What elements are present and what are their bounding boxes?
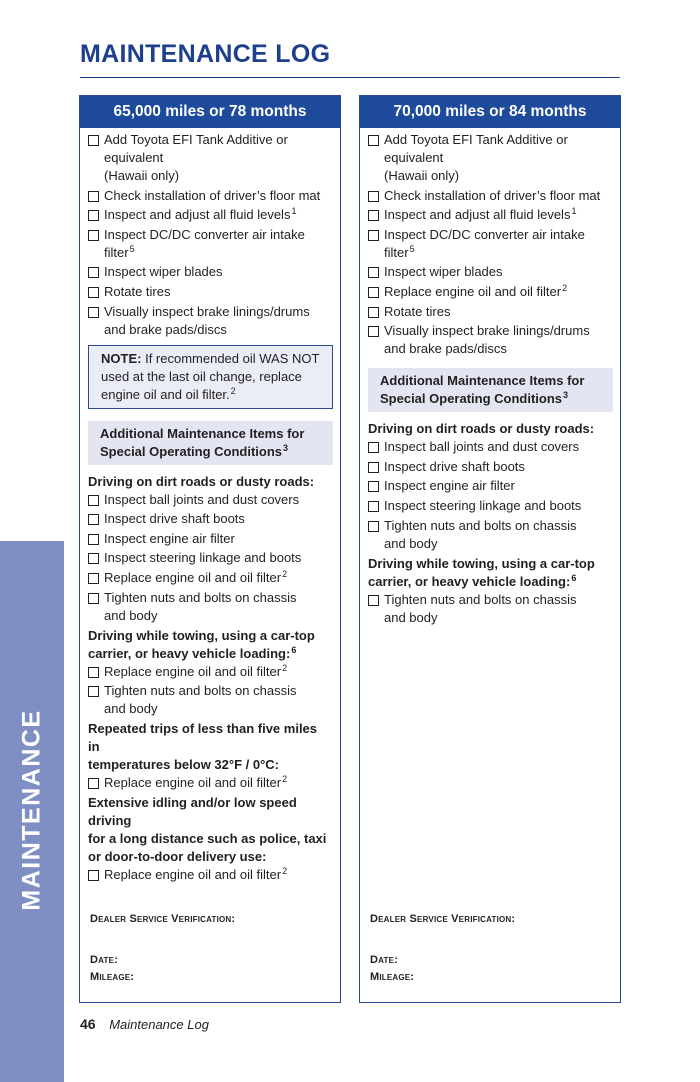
checkbox[interactable] (368, 307, 379, 318)
condition-heading-line: or door-to-door delivery use: (88, 849, 267, 865)
item-text: Replace engine oil and oil filter (104, 569, 282, 585)
item-text: Rotate tires (104, 283, 171, 299)
date-label: Date: (370, 954, 399, 966)
checkbox[interactable] (88, 778, 99, 789)
checkbox[interactable] (88, 534, 99, 545)
item-text-continued: (Hawaii only) (384, 168, 460, 183)
checkbox[interactable] (368, 521, 379, 532)
checklist-item (88, 187, 332, 205)
column-header: 70,000 miles or 84 months (360, 96, 620, 128)
checkbox[interactable] (88, 573, 99, 584)
checklist-item (368, 206, 612, 224)
footnote-ref: 2 (230, 385, 236, 396)
heading-line: Additional Maintenance Items for (100, 425, 305, 441)
checklist-item (88, 530, 332, 548)
condition-heading (88, 720, 332, 774)
item-text: Inspect and adjust all fluid levels (104, 207, 291, 223)
checklist-item (88, 774, 332, 792)
item-text: Inspect DC/DC converter air intake filter (104, 226, 305, 260)
footnote-ref: 6 (291, 644, 297, 655)
item-text: Check installation of driver’s floor mat (104, 187, 321, 203)
item-text: Inspect DC/DC converter air intake filter (384, 226, 585, 260)
checkbox[interactable] (368, 191, 379, 202)
checkbox[interactable] (368, 595, 379, 606)
item-text: Inspect drive shaft boots (104, 511, 245, 527)
page-number: 46 (80, 1016, 96, 1032)
footnote-ref: 1 (291, 206, 297, 217)
checklist-item (88, 206, 332, 224)
checkbox[interactable] (88, 553, 99, 564)
footnote-ref: 2 (282, 568, 288, 579)
checkbox[interactable] (88, 686, 99, 697)
item-text: Add Toyota EFI Tank Additive or equivalent (384, 132, 568, 165)
note-line: used at the last oil change, replace (101, 368, 302, 384)
condition-heading-line: for a long distance such as police, taxi (88, 831, 327, 847)
condition-heading-line-wrap (368, 573, 612, 591)
checklist-item (88, 263, 332, 281)
condition-heading-line: Extensive idling and/or low speed driving (88, 795, 297, 829)
item-text: Inspect ball joints and dust covers (384, 439, 580, 455)
item-text-continued: (Hawaii only) (104, 168, 180, 183)
checklist-item (88, 283, 332, 301)
date-label: Date: (90, 954, 119, 966)
page-footer (80, 1016, 209, 1032)
footnote-ref: 5 (409, 243, 415, 254)
checklist-item (368, 283, 612, 301)
mileage-label: Mileage: (370, 971, 415, 983)
item-text: Inspect wiper blades (384, 264, 503, 280)
additional-items-heading (88, 421, 333, 465)
dealer-verification-label: Dealer Service Verification: (90, 913, 236, 925)
item-text: Inspect engine air filter (384, 478, 515, 494)
checkbox[interactable] (368, 462, 379, 473)
item-text-continued: and body (104, 701, 158, 717)
checkbox[interactable] (368, 442, 379, 453)
checklist-item (368, 322, 612, 358)
checklist-item (88, 491, 332, 509)
condition-heading (88, 794, 332, 866)
checklist-item (88, 866, 332, 884)
condition-heading-line: Driving while towing, using a car-top (88, 627, 315, 643)
checkbox[interactable] (88, 593, 99, 604)
item-text: Check installation of driver’s floor mat (384, 187, 601, 203)
checklist-item (88, 510, 332, 528)
footnote-ref: 3 (563, 390, 569, 401)
checklist-item (368, 497, 612, 515)
note-line: engine oil and oil filter. (101, 386, 230, 402)
checklist-item (368, 477, 612, 495)
condition-heading-line: carrier, or heavy vehicle loading: (88, 645, 291, 661)
condition-heading-line: Driving on dirt roads or dusty roads: (368, 421, 595, 437)
checkbox[interactable] (368, 135, 379, 146)
item-text: Replace engine oil and oil filter (104, 775, 282, 791)
condition-heading (368, 420, 612, 438)
checklist-item (88, 663, 332, 681)
title-rule (80, 77, 620, 78)
item-text: Tighten nuts and bolts on chassis (384, 591, 577, 607)
interval-65000-column (79, 95, 341, 1003)
checkbox[interactable] (368, 210, 379, 221)
section-name: Maintenance Log (109, 1017, 209, 1032)
mileage-label: Mileage: (90, 971, 135, 983)
page-title: MAINTENANCE LOG (80, 40, 331, 68)
footnote-ref: 2 (282, 866, 288, 877)
item-text: Replace engine oil and oil filter (104, 867, 282, 883)
checkbox[interactable] (88, 267, 99, 278)
checklist-item (368, 131, 612, 185)
checklist-item (368, 458, 612, 476)
item-text: Inspect drive shaft boots (384, 458, 525, 474)
footnote-ref: 5 (129, 243, 135, 254)
checkbox[interactable] (88, 135, 99, 146)
condition-heading-line: carrier, or heavy vehicle loading: (368, 573, 571, 589)
checkbox[interactable] (368, 501, 379, 512)
checklist-item (368, 226, 612, 262)
footnote-ref: 3 (283, 442, 289, 453)
checkbox[interactable] (368, 287, 379, 298)
checklist-item (88, 303, 332, 339)
checkbox[interactable] (368, 230, 379, 241)
checkbox[interactable] (88, 210, 99, 221)
checklist-item (368, 438, 612, 456)
item-text: Inspect steering linkage and boots (104, 550, 302, 566)
item-text: Replace engine oil and oil filter (384, 283, 562, 299)
item-text-continued: and brake pads/discs (384, 341, 507, 357)
condition-heading (88, 627, 332, 663)
footnote-ref: 2 (282, 662, 288, 673)
item-text-continued: and brake pads/discs (104, 321, 227, 337)
checklist-item (88, 682, 332, 718)
item-text: Inspect and adjust all fluid levels (384, 207, 571, 223)
item-text-continued: and body (104, 607, 158, 623)
item-text: Inspect engine air filter (104, 530, 235, 546)
item-text-continued: and body (384, 609, 438, 625)
additional-items-heading (368, 368, 613, 412)
checklist-item (368, 591, 612, 627)
checklist-item (88, 131, 332, 185)
note-label: NOTE: (101, 350, 142, 366)
item-text: Replace engine oil and oil filter (104, 663, 282, 679)
checklist-item (88, 549, 332, 567)
checkbox[interactable] (88, 514, 99, 525)
checkbox[interactable] (88, 230, 99, 241)
column-header: 65,000 miles or 78 months (80, 96, 340, 128)
checklist-item (368, 263, 612, 281)
footnote-ref: 1 (571, 206, 577, 217)
checklist-item (88, 569, 332, 587)
checkbox[interactable] (88, 870, 99, 881)
condition-heading (368, 555, 612, 591)
checklist-item (368, 303, 612, 321)
item-text: Tighten nuts and bolts on chassis (104, 589, 297, 605)
item-text: Inspect steering linkage and boots (384, 497, 582, 513)
condition-heading-line: temperatures below 32°F / 0°C: (88, 757, 280, 773)
footnote-ref: 2 (562, 282, 568, 293)
condition-heading-line-wrap (88, 645, 332, 663)
checkbox[interactable] (88, 667, 99, 678)
checklist-item (368, 187, 612, 205)
condition-heading-line: Repeated trips of less than five miles in (88, 721, 318, 755)
side-tab-label: MAINTENANCE (17, 709, 46, 911)
item-text-continued: and body (384, 535, 438, 551)
note-line: If recommended oil WAS NOT (145, 350, 320, 366)
item-text: Rotate tires (384, 303, 451, 319)
checkbox[interactable] (368, 481, 379, 492)
item-text: Add Toyota EFI Tank Additive or equivalent (104, 132, 288, 165)
dealer-verification-label: Dealer Service Verification: (370, 913, 516, 925)
item-text: Visually inspect brake linings/drums (104, 303, 310, 319)
checkbox[interactable] (88, 191, 99, 202)
condition-heading (88, 473, 332, 491)
heading-line: Special Operating Conditions (380, 391, 563, 407)
checkbox[interactable] (368, 267, 379, 278)
checkbox[interactable] (88, 495, 99, 506)
heading-line: Additional Maintenance Items for (380, 373, 585, 389)
checkbox[interactable] (368, 326, 379, 337)
heading-line: Special Operating Conditions (100, 443, 283, 459)
interval-70000-column (359, 95, 621, 1003)
condition-heading-line: Driving while towing, using a car-top (368, 555, 595, 571)
item-text: Tighten nuts and bolts on chassis (104, 683, 297, 699)
footnote-ref: 2 (282, 774, 288, 785)
checklist-item (368, 517, 612, 553)
condition-heading-line: Driving on dirt roads or dusty roads: (88, 473, 315, 489)
item-text: Tighten nuts and bolts on chassis (384, 517, 577, 533)
checklist-item (88, 589, 332, 625)
item-text: Visually inspect brake linings/drums (384, 323, 590, 339)
footnote-ref: 6 (571, 572, 577, 583)
note-box (88, 345, 333, 409)
checkbox[interactable] (88, 307, 99, 318)
checklist-item (88, 226, 332, 262)
item-text: Inspect wiper blades (104, 264, 223, 280)
checkbox[interactable] (88, 287, 99, 298)
item-text: Inspect ball joints and dust covers (104, 491, 300, 507)
